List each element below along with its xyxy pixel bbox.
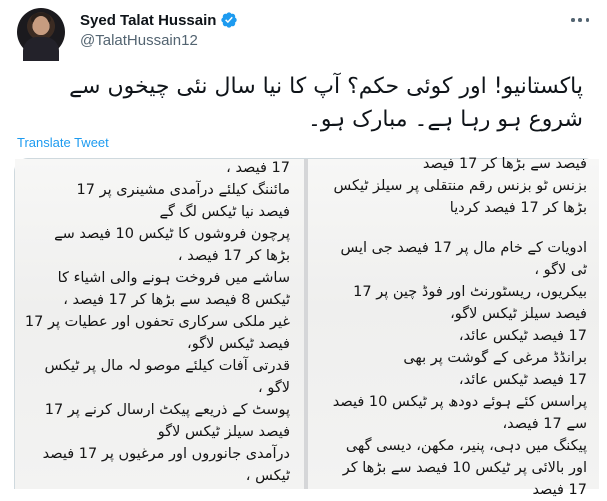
more-dot (578, 18, 582, 22)
image-text-gap (325, 219, 587, 237)
image-text-line: 17 فیصد ، (226, 160, 290, 176)
more-dot (571, 18, 575, 22)
media-image-left[interactable] (15, 159, 304, 489)
image-text-line: برانڈڈ مرغی کے گوشت پر بھی (403, 350, 587, 366)
image-text-block-right (325, 153, 587, 501)
media-image-right[interactable] (308, 156, 599, 498)
verified-badge-icon (220, 11, 238, 29)
more-dot (586, 18, 590, 22)
translate-tweet-link[interactable]: Translate Tweet (17, 135, 109, 150)
image-text-line: قدرتی آفات کیلئے موصو لہ مال پر ٹیکس (44, 358, 290, 374)
image-text-line: ٹی لاگو ، (534, 262, 587, 278)
author-display-name[interactable]: Syed Talat Hussain (80, 11, 217, 29)
avatar-face (33, 16, 49, 35)
more-options-icon[interactable] (568, 12, 592, 28)
image-text-line: پراسس کئے ہوئے دودھ پر ٹیکس 10 فیصد (332, 394, 587, 410)
image-text-line: پیکنگ میں دہی، پنیر، مکھن، دیسی گھی (345, 438, 587, 454)
image-text-line: بزنس ٹو بزنس رقم منتقلی پر سیلز ٹیکس (333, 178, 587, 194)
image-text-block-left (24, 157, 290, 487)
image-text-line: 17 فیصد ٹیکس عائد، (458, 372, 587, 388)
image-text-line: ٹیکس ، (245, 468, 290, 484)
image-text-line: فیصد سیلز ٹیکس لاگو (157, 424, 290, 440)
image-text-line: بیکریوں، ریسٹورنٹ اور فوڈ چین پر 17 (353, 284, 587, 300)
image-text-line: فیصد سے بڑھا کر 17 فیصد (422, 156, 587, 172)
image-text-line: اور بالائی پر ٹیکس 10 فیصد سے بڑھا کر (342, 460, 587, 476)
tweet-media[interactable] (14, 156, 598, 498)
image-text-line: فیصد ٹیکس لاگو، (187, 336, 290, 352)
image-text-line: مائننگ کیلئے درآمدی مشینری پر 17 (76, 182, 290, 198)
image-text-line: 17 فیصد (532, 482, 587, 498)
avatar-body (23, 37, 59, 61)
image-text-line: پرچون فروشوں کا ٹیکس 10 فیصد سے (54, 226, 290, 242)
author-name-row[interactable] (80, 11, 238, 29)
image-text-line: فیصد سیلز ٹیکس لاگو، (450, 306, 587, 322)
image-text-line: ساشے میں فروخت ہونے والی اشیاء کا (57, 270, 290, 286)
image-text-line: ادویات کے خام مال پر 17 فیصد جی ایس (340, 240, 587, 256)
image-text-line: بڑھا کر 17 فیصد ، (177, 248, 290, 264)
image-text-line: 17 فیصد ٹیکس عائد، (458, 328, 587, 344)
image-text-line: بڑھا کر 17 فیصد کردیا (449, 200, 587, 216)
image-text-line: لاگو ، (258, 380, 290, 396)
image-text-line: ٹیکس 8 فیصد سے بڑھا کر 17 فیصد ، (63, 292, 290, 308)
image-text-line: فیصد نیا ٹیکس لگ گے (159, 204, 290, 220)
image-text-line: سے 17 فیصد، (502, 416, 587, 432)
image-text-line: پوسٹ کے ذریعے پیکٹ ارسال کرنے پر 17 (44, 402, 290, 418)
image-text-line: درآمدی جانوروں اور مرغیوں پر 17 فیصد (42, 446, 290, 462)
tweet-text: پاکستانیو! اور کوئی حکم؟ آپ کا نیا سال نئی چیخوں سے شروع ہو رہا ہے۔ مبارک ہو۔ (69, 74, 583, 132)
avatar[interactable] (17, 8, 65, 56)
author-handle[interactable]: @TalatHussain12 (80, 32, 198, 49)
image-text-line: غیر ملکی سرکاری تحفوں اور عطیات پر 17 (24, 314, 290, 330)
